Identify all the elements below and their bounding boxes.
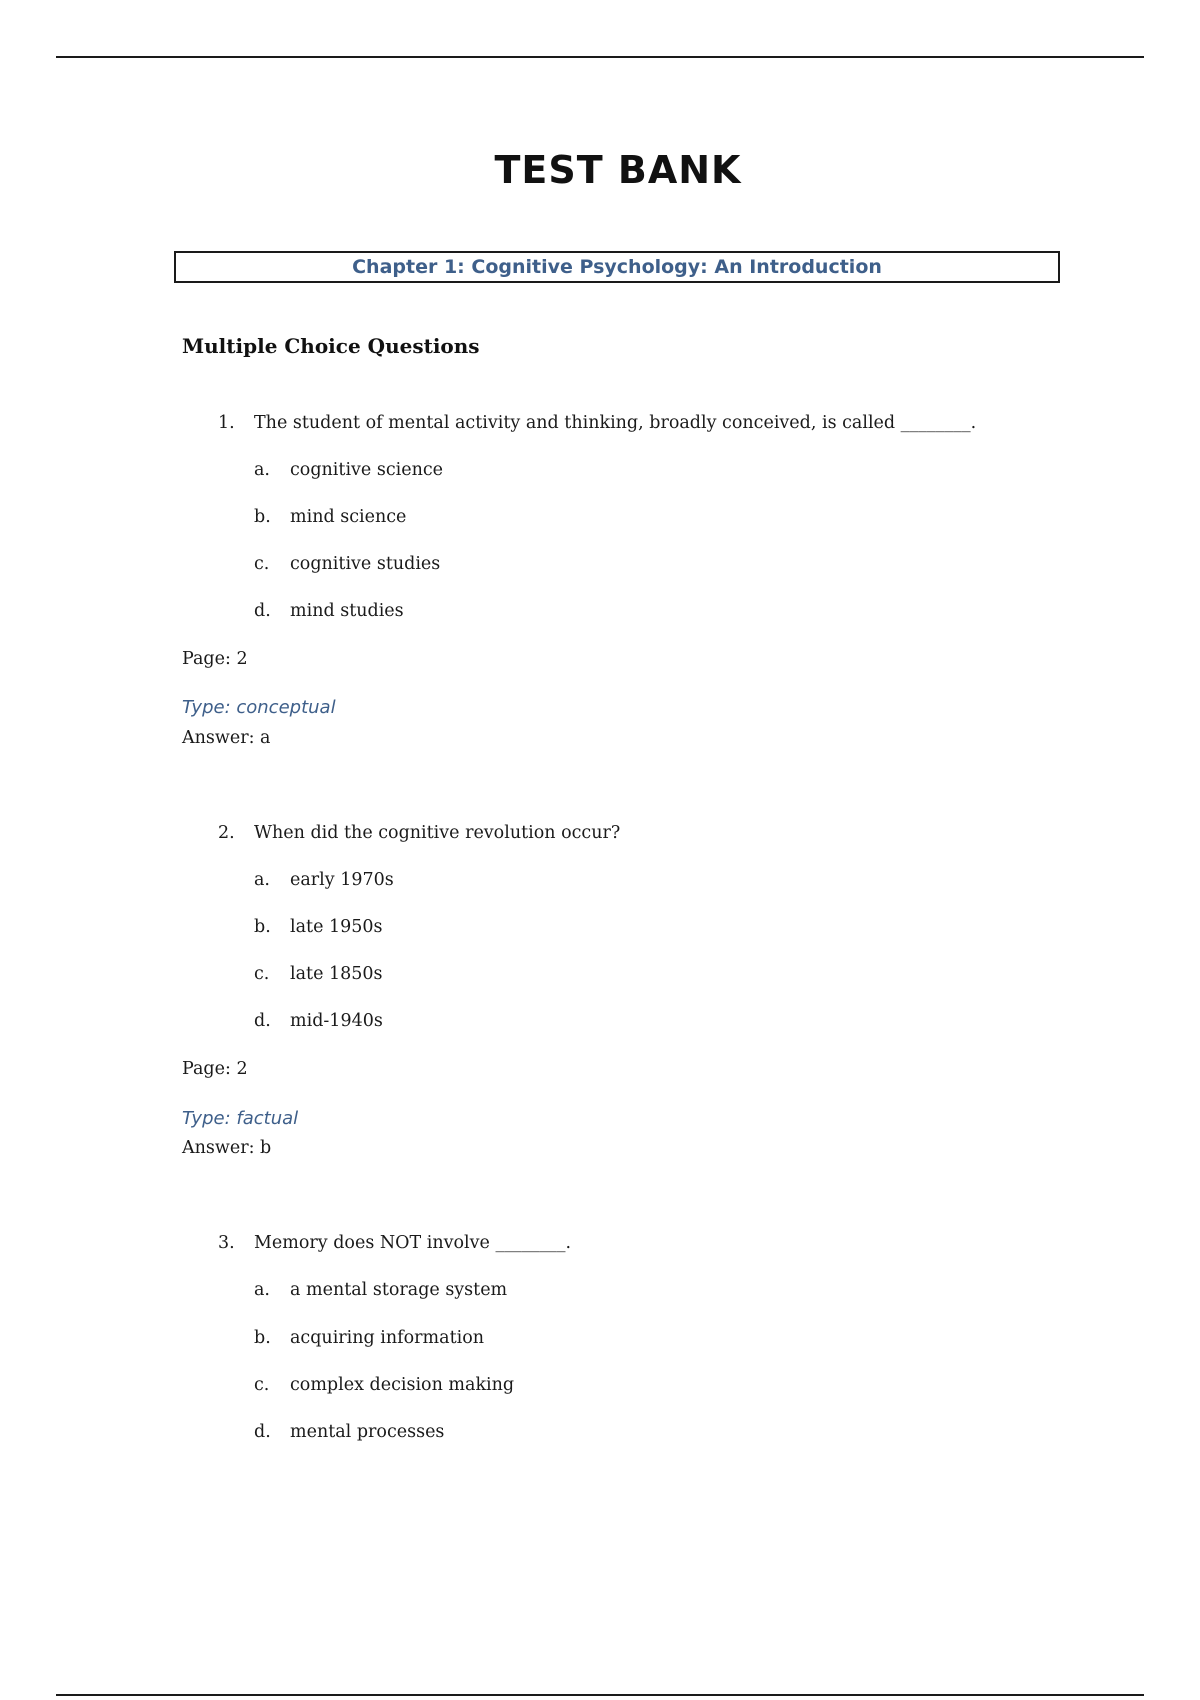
- option-b: [254, 507, 406, 527]
- option-a: [254, 460, 443, 480]
- question-type: Type: conceptual: [182, 697, 336, 718]
- option-letter: c.: [254, 964, 270, 984]
- option-text: a mental storage system: [290, 1280, 508, 1300]
- option-b: [254, 917, 383, 937]
- option-letter: a.: [254, 460, 270, 480]
- question-text: When did the cognitive revolution occur?: [254, 823, 621, 843]
- option-a: [254, 1280, 507, 1300]
- chapter-title: Chapter 1: Cognitive Psychology: An Introduction: [352, 256, 882, 278]
- question-text: The student of mental activity and thinking, broadly conceived, is called ________.: [254, 413, 977, 433]
- question-number: 3.: [218, 1233, 235, 1253]
- answer-key: Answer: b: [182, 1138, 272, 1158]
- option-text: acquiring information: [290, 1328, 485, 1348]
- question-type: Type: factual: [182, 1108, 299, 1129]
- option-text: early 1970s: [290, 870, 394, 890]
- option-text: cognitive science: [290, 460, 444, 480]
- option-text: late 1850s: [290, 964, 383, 984]
- option-b: [254, 1328, 484, 1348]
- option-d: [254, 1422, 444, 1442]
- option-c: [254, 964, 383, 984]
- option-text: mind science: [290, 507, 407, 527]
- question-stem: [218, 1233, 571, 1253]
- question-stem: [218, 413, 976, 433]
- question-stem: [218, 823, 620, 843]
- option-text: late 1950s: [290, 917, 383, 937]
- option-d: [254, 601, 404, 621]
- question-number: 1.: [218, 413, 235, 433]
- option-text: complex decision making: [290, 1375, 515, 1395]
- option-text: cognitive studies: [290, 554, 441, 574]
- page-reference: Page: 2: [182, 1059, 248, 1079]
- option-letter: b.: [254, 1328, 271, 1348]
- option-c: [254, 554, 440, 574]
- option-text: mental processes: [290, 1422, 445, 1442]
- option-text: mind studies: [290, 601, 404, 621]
- answer-key: Answer: a: [182, 728, 271, 748]
- chapter-title-box: [174, 251, 1060, 283]
- option-a: [254, 870, 394, 890]
- option-text: mid-1940s: [290, 1011, 383, 1031]
- option-letter: d.: [254, 601, 271, 621]
- option-d: [254, 1011, 383, 1031]
- option-letter: d.: [254, 1011, 271, 1031]
- option-letter: c.: [254, 554, 270, 574]
- option-letter: a.: [254, 870, 270, 890]
- bottom-rule: [56, 1694, 1144, 1696]
- option-letter: b.: [254, 917, 271, 937]
- section-heading: Multiple Choice Questions: [182, 334, 480, 358]
- question-text: Memory does NOT involve ________.: [254, 1233, 572, 1253]
- page-reference: Page: 2: [182, 649, 248, 669]
- document-title: TEST BANK: [494, 148, 742, 192]
- option-letter: c.: [254, 1375, 270, 1395]
- option-letter: b.: [254, 507, 271, 527]
- option-c: [254, 1375, 514, 1395]
- top-rule: [56, 56, 1144, 58]
- option-letter: a.: [254, 1280, 270, 1300]
- option-letter: d.: [254, 1422, 271, 1442]
- question-number: 2.: [218, 823, 235, 843]
